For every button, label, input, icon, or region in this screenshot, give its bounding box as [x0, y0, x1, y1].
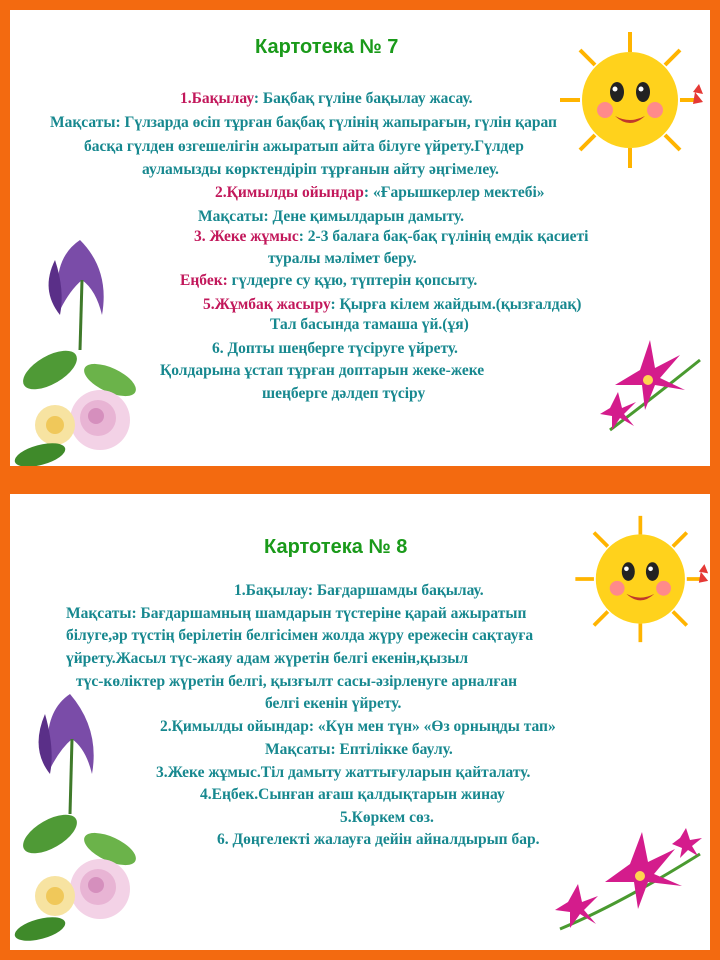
section-text: : Қырға кілем жайдым.(қызғалдақ) — [330, 296, 582, 313]
text-line: Мақсаты: Бағдаршамның шамдарын түстеріне қарай ажыратып — [66, 605, 527, 622]
text-line: Қолдарына ұстап тұрған доптарын жеке-жеке — [160, 362, 485, 379]
lily-flower-illustration — [600, 330, 710, 440]
sun-icon — [570, 514, 720, 644]
text-line: Мақсаты: Дене қимылдарын дамыту. — [198, 208, 464, 225]
text-line: шеңберге дәлдеп түсіру — [262, 385, 426, 402]
lily-flower-illustration — [550, 824, 710, 934]
text-line: Мақсаты: Ептілікке баулу. — [265, 741, 453, 758]
text-line — [180, 272, 477, 290]
text-line: 1.Бақылау: Бағдаршамды бақылау. — [234, 582, 484, 599]
text-line: 4.Еңбек.Сынған ағаш қалдықтарын жинау — [200, 786, 505, 803]
text-line: Мақсаты: Гүлзарда өсіп тұрған бақбақ гүлінің жапырағын, гүлін қарап — [50, 114, 557, 131]
section-text: гүлдерге су құю, түптерін қопсыту. — [227, 272, 478, 289]
section-text: : «Ғарышкерлер мектебі» — [363, 184, 545, 201]
flower-bouquet-illustration — [10, 220, 160, 470]
text-line: ауламызды көрктендіріп тұрғанын айту әңгімелеу. — [142, 161, 499, 178]
text-line: туралы мәлімет беру. — [268, 250, 417, 267]
section-label: Еңбек: — [180, 272, 228, 289]
text-line: басқа гүлден өзгешелігін ажыратып айта білуге үйрету.Гүлдер — [84, 138, 524, 155]
text-line: белгі екенін үйрету. — [265, 695, 402, 712]
section-label: 3. Жеке жұмыс — [194, 228, 299, 245]
card-title: Картотека № 7 — [255, 36, 399, 58]
text-line — [180, 90, 473, 108]
text-line: білуге,әр түстің берілетін белгісімен жолда жүру ережесін сақтауға — [66, 627, 534, 644]
section-label: 2.Қимылды ойындар — [215, 184, 364, 201]
text-line: 2.Қимылды ойындар: «Күн мен түн» «Өз орныңды тап» — [160, 718, 556, 735]
section-label: 5.Жұмбақ жасыру — [203, 296, 331, 313]
text-line — [215, 184, 545, 202]
text-line: 6. Дөңгелекті жалауға дейін айналдырып бар. — [217, 831, 540, 848]
text-line: 6. Допты шеңберге түсіруге үйрету. — [212, 340, 458, 357]
section-text: : 2-3 балаға бақ-бақ гүлінің емдік қасиеті — [298, 228, 589, 245]
text-line: 5.Көркем сөз. — [340, 809, 434, 826]
text-line: түс-көліктер жүретін белгі, қызғылт сасы-әзірленуге арналған — [76, 673, 518, 690]
flower-bouquet-illustration — [10, 674, 160, 944]
text-line — [194, 228, 588, 246]
text-line: үйрету.Жасыл түс-жаяу адам жүретін белгі екенін,қызыл — [66, 650, 469, 667]
sun-icon — [555, 30, 715, 170]
text-line: Тал басында тамаша үй.(ұя) — [270, 316, 469, 333]
section-text: : Бақбақ гүліне бақылау жасау. — [253, 90, 473, 107]
text-line: 3.Жеке жұмыс.Тіл дамыту жаттығуларын қайталату. — [156, 764, 531, 781]
card-8 — [0, 480, 720, 960]
text-line — [203, 296, 581, 314]
section-label: 1.Бақылау — [180, 90, 254, 107]
card-title: Картотека № 8 — [264, 536, 408, 558]
